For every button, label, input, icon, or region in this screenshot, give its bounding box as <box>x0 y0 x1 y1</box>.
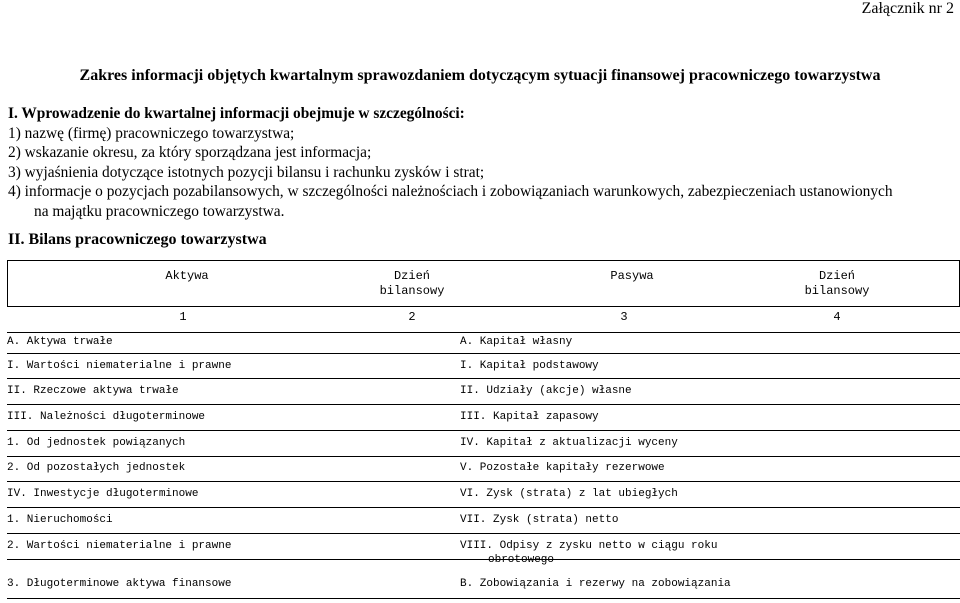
column-number: 2 <box>408 310 416 324</box>
assets-cell: I. Wartości niematerialne i prawne <box>7 360 232 372</box>
header-liabilities: Pasywa <box>610 269 654 283</box>
header-assets-date-line2: bilansowy <box>379 284 445 298</box>
section-2-heading: II. Bilans pracowniczego towarzystwa <box>8 231 267 248</box>
header-assets-date-line1: Dzień <box>393 269 430 283</box>
intro-item-1: 1) nazwę (firmę) pracowniczego towarzystwa; <box>8 124 295 142</box>
assets-cell: 2. Wartości niematerialne i prawne <box>7 540 232 552</box>
assets-cell: 1. Od jednostek powiązanych <box>7 437 186 449</box>
row-divider <box>7 353 960 354</box>
table-header-divider <box>7 306 960 307</box>
column-number: 1 <box>179 310 187 324</box>
assets-cell: II. Rzeczowe aktywa trwałe <box>7 385 179 397</box>
table-border-left <box>7 260 8 307</box>
liabilities-cell: I. Kapitał podstawowy <box>460 360 599 372</box>
column-number: 3 <box>620 310 628 324</box>
intro-item-4 <box>8 182 960 221</box>
header-assets: Aktywa <box>165 269 209 283</box>
liabilities-cell: IV. Kapitał z aktualizacji wyceny <box>460 437 678 449</box>
intro-item-4-text: 4) informacje o pozycjach pozabilansowych, w szczególności należnościach i zobowiązaniach warunkowych, zabezpieczeniach ustanowionych <box>8 183 893 200</box>
header-liabilities-date-line2: bilansowy <box>804 284 870 298</box>
liabilities-cell: VII. Zysk (strata) netto <box>460 514 619 526</box>
row-divider <box>7 378 960 379</box>
row-divider <box>7 456 960 457</box>
assets-cell: 1. Nieruchomości <box>7 514 113 526</box>
row-divider <box>7 332 960 333</box>
assets-cell: 3. Długoterminowe aktywa finansowe <box>7 578 232 590</box>
assets-cell: A. Aktywa trwałe <box>7 336 113 348</box>
row-divider <box>7 559 960 560</box>
row-divider <box>7 430 960 431</box>
column-number: 4 <box>833 310 841 324</box>
liabilities-cell: V. Pozostałe kapitały rezerwowe <box>460 462 665 474</box>
liabilities-cell: A. Kapitał własny <box>460 336 573 348</box>
liabilities-cell: III. Kapitał zapasowy <box>460 411 599 423</box>
row-divider <box>7 598 960 599</box>
row-divider <box>7 507 960 508</box>
row-divider <box>7 481 960 482</box>
header-liabilities-date <box>777 269 897 299</box>
liabilities-cell: VI. Zysk (strata) z lat ubiegłych <box>460 488 678 500</box>
header-liabilities-date-line1: Dzień <box>818 269 855 283</box>
attachment-label: Załącznik nr 2 <box>861 0 954 17</box>
assets-cell: 2. Od pozostałych jednostek <box>7 462 186 474</box>
section-1 <box>8 104 960 221</box>
section-1-heading: I. Wprowadzenie do kwartalnej informacji obejmuje w szczególności: <box>8 105 465 122</box>
document-title: Zakres informacji objętych kwartalnym sprawozdaniem dotyczącym sytuacji finansowej pracowniczego towarzystwa <box>79 67 881 84</box>
liabilities-cell: II. Udziały (akcje) własne <box>460 385 632 397</box>
liabilities-cell: B. Zobowiązania i rezerwy na zobowiązania <box>460 578 731 590</box>
liabilities-cell-continuation: obrotowego <box>488 554 555 566</box>
liabilities-cell: VIII. Odpisy z zysku netto w ciągu roku <box>460 540 718 552</box>
row-divider <box>7 533 960 534</box>
assets-cell: IV. Inwestycje długoterminowe <box>7 488 199 500</box>
header-assets-date <box>352 269 472 299</box>
intro-item-3: 3) wyjaśnienia dotyczące istotnych pozycji bilansu i rachunku zysków i strat; <box>8 163 485 181</box>
row-divider <box>7 404 960 405</box>
intro-item-2: 2) wskazanie okresu, za który sporządzana jest informacja; <box>8 144 372 161</box>
intro-item-4-continuation: na majątku pracowniczego towarzystwa. <box>34 202 285 220</box>
table-border-top <box>7 260 960 261</box>
assets-cell: III. Należności długoterminowe <box>7 411 206 423</box>
balance-sheet-table <box>7 260 960 603</box>
